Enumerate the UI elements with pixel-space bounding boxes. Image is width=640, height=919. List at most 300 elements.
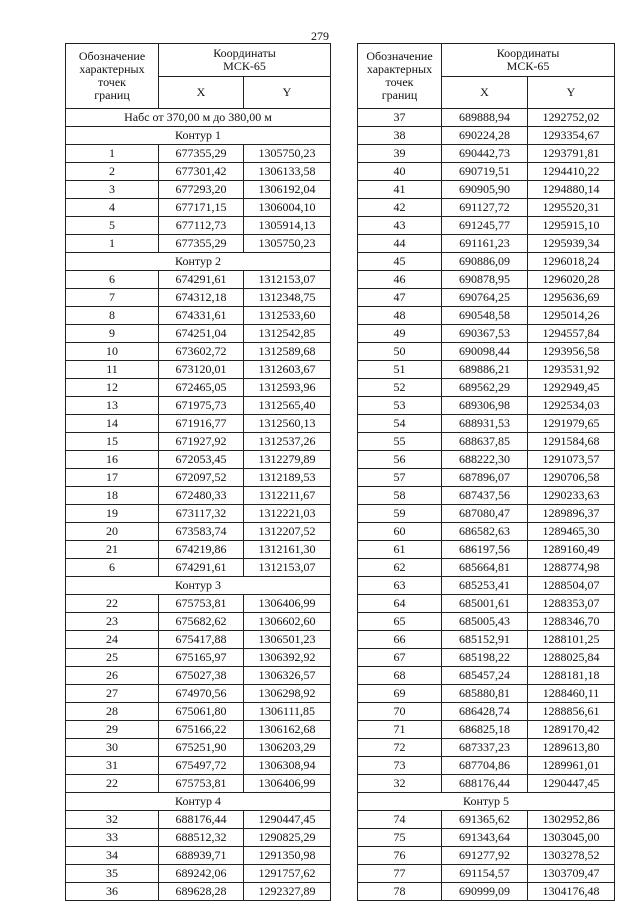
point-number-cell: 29 <box>66 721 159 739</box>
x-coordinate-cell: 688512,32 <box>159 829 244 847</box>
table-row <box>66 289 331 307</box>
x-coordinate-cell: 691343,64 <box>442 829 528 847</box>
x-coordinate-cell: 671975,73 <box>159 397 244 415</box>
table-row <box>66 469 331 487</box>
point-number-cell: 48 <box>358 307 442 325</box>
table-row <box>358 217 615 235</box>
coordinates-column-header: Координаты МСК-65 <box>442 44 615 77</box>
point-number-cell: 5 <box>66 217 159 235</box>
point-number-cell: 1 <box>66 145 159 163</box>
table-row <box>66 181 331 199</box>
table-row <box>358 523 615 541</box>
x-coordinate-cell: 690999,09 <box>442 883 528 901</box>
x-coordinate-cell: 685253,41 <box>442 577 528 595</box>
y-coordinate-cell: 1295636,69 <box>528 289 615 307</box>
x-coordinate-cell: 688222,30 <box>442 451 528 469</box>
point-number-cell: 39 <box>358 145 442 163</box>
table-row <box>358 541 615 559</box>
x-coordinate-cell: 688931,53 <box>442 415 528 433</box>
point-number-cell: 75 <box>358 829 442 847</box>
y-coordinate-cell: 1293791,81 <box>528 145 615 163</box>
table-row <box>66 775 331 793</box>
table-row <box>66 847 331 865</box>
coordinates-column-header: Координаты МСК-65 <box>159 44 331 77</box>
table-row <box>358 397 615 415</box>
point-number-cell: 30 <box>66 739 159 757</box>
y-coordinate-cell: 1293354,67 <box>528 127 615 145</box>
x-coordinate-cell: 690886,09 <box>442 253 528 271</box>
x-coordinate-cell: 687437,56 <box>442 487 528 505</box>
table-row <box>358 433 615 451</box>
x-coordinate-cell: 673120,01 <box>159 361 244 379</box>
table-row <box>66 595 331 613</box>
point-number-cell: 43 <box>358 217 442 235</box>
y-coordinate-cell: 1289896,37 <box>528 505 615 523</box>
table-row <box>66 199 331 217</box>
point-number-cell: 10 <box>66 343 159 361</box>
elevation-range-row-text: Набс от 370,00 м до 380,00 м <box>66 109 331 127</box>
y-coordinate-cell: 1295915,10 <box>528 217 615 235</box>
y-coordinate-cell: 1296020,28 <box>528 271 615 289</box>
point-number-cell: 18 <box>66 487 159 505</box>
table-row <box>66 325 331 343</box>
x-coordinate-cell: 685664,81 <box>442 559 528 577</box>
point-number-cell: 1 <box>66 235 159 253</box>
table-row <box>66 343 331 361</box>
table-row <box>66 361 331 379</box>
point-number-cell: 23 <box>66 613 159 631</box>
point-number-cell: 77 <box>358 865 442 883</box>
x-coordinate-cell: 689888,94 <box>442 109 528 127</box>
x-coordinate-cell: 691245,77 <box>442 217 528 235</box>
y-coordinate-cell: 1312593,96 <box>244 379 331 397</box>
table-row <box>358 739 615 757</box>
x-coordinate-cell: 691365,62 <box>442 811 528 829</box>
x-coordinate-cell: 674291,61 <box>159 559 244 577</box>
table-row <box>358 451 615 469</box>
point-number-cell: 71 <box>358 721 442 739</box>
x-coordinate-cell: 675682,62 <box>159 613 244 631</box>
x-coordinate-cell: 690224,28 <box>442 127 528 145</box>
y-coordinate-cell: 1290706,58 <box>528 469 615 487</box>
x-coordinate-cell: 690719,51 <box>442 163 528 181</box>
x-coordinate-cell: 675165,97 <box>159 649 244 667</box>
table-row <box>358 343 615 361</box>
point-number-cell: 40 <box>358 163 442 181</box>
y-coordinate-cell: 1306298,92 <box>244 685 331 703</box>
x-coordinate-cell: 686428,74 <box>442 703 528 721</box>
y-coordinate-cell: 1306111,85 <box>244 703 331 721</box>
x-coordinate-cell: 690878,95 <box>442 271 528 289</box>
y-coordinate-cell: 1288856,61 <box>528 703 615 721</box>
table-row <box>66 145 331 163</box>
y-coordinate-cell: 1292949,45 <box>528 379 615 397</box>
table-row <box>358 811 615 829</box>
table-row <box>66 829 331 847</box>
point-number-cell: 45 <box>358 253 442 271</box>
y-coordinate-cell: 1289160,49 <box>528 541 615 559</box>
table-row <box>358 703 615 721</box>
y-coordinate-cell: 1306501,23 <box>244 631 331 649</box>
y-coordinate-cell: 1312211,67 <box>244 487 331 505</box>
x-coordinate-cell: 673583,74 <box>159 523 244 541</box>
table-row <box>358 883 615 901</box>
point-number-cell: 28 <box>66 703 159 721</box>
y-coordinate-cell: 1312153,07 <box>244 271 331 289</box>
point-number-cell: 70 <box>358 703 442 721</box>
y-coordinate-cell: 1306004,10 <box>244 199 331 217</box>
x-coordinate-cell: 677293,20 <box>159 181 244 199</box>
x-coordinate-cell: 674970,56 <box>159 685 244 703</box>
y-coordinate-cell: 1305750,23 <box>244 235 331 253</box>
table-row <box>358 145 615 163</box>
table-row <box>358 775 615 793</box>
x-coordinate-cell: 672097,52 <box>159 469 244 487</box>
x-coordinate-cell: 687896,07 <box>442 469 528 487</box>
y-coordinate-cell: 1295520,31 <box>528 199 615 217</box>
point-number-cell: 8 <box>66 307 159 325</box>
coordinates-table-left <box>65 43 331 901</box>
x-coordinate-cell: 688939,71 <box>159 847 244 865</box>
table-row <box>358 199 615 217</box>
y-coordinate-cell: 1291073,57 <box>528 451 615 469</box>
table-row <box>358 127 615 145</box>
point-number-cell: 76 <box>358 847 442 865</box>
x-coordinate-cell: 674312,18 <box>159 289 244 307</box>
point-number-cell: 55 <box>358 433 442 451</box>
table-row <box>358 379 615 397</box>
y-coordinate-cell: 1303278,52 <box>528 847 615 865</box>
y-coordinate-cell: 1292752,02 <box>528 109 615 127</box>
point-number-cell: 11 <box>66 361 159 379</box>
x-coordinate-cell: 689886,21 <box>442 361 528 379</box>
y-coordinate-cell: 1312565,40 <box>244 397 331 415</box>
point-number-cell: 63 <box>358 577 442 595</box>
point-number-cell: 15 <box>66 433 159 451</box>
table-row <box>66 433 331 451</box>
table-row <box>358 721 615 739</box>
point-number-cell: 14 <box>66 415 159 433</box>
point-number-cell: 68 <box>358 667 442 685</box>
table-row <box>66 883 331 901</box>
x-coordinate-cell: 687337,23 <box>442 739 528 757</box>
x-coordinate-cell: 690548,58 <box>442 307 528 325</box>
table-row <box>66 541 331 559</box>
x-coordinate-cell: 685001,61 <box>442 595 528 613</box>
x-coordinate-cell: 677355,29 <box>159 235 244 253</box>
y-coordinate-cell: 1312189,53 <box>244 469 331 487</box>
x-coordinate-cell: 689242,06 <box>159 865 244 883</box>
contour-title-row-text: Контур 2 <box>66 253 331 271</box>
contour-title-row <box>66 577 331 595</box>
table-row <box>358 505 615 523</box>
y-coordinate-cell: 1294410,22 <box>528 163 615 181</box>
point-number-cell: 78 <box>358 883 442 901</box>
point-number-cell: 36 <box>66 883 159 901</box>
x-coordinate-cell: 690098,44 <box>442 343 528 361</box>
table-row <box>66 487 331 505</box>
x-coordinate-cell: 673117,32 <box>159 505 244 523</box>
y-coordinate-cell: 1306602,60 <box>244 613 331 631</box>
table-row <box>358 577 615 595</box>
x-coordinate-cell: 689562,29 <box>442 379 528 397</box>
table-row <box>66 631 331 649</box>
y-coordinate-cell: 1312161,30 <box>244 541 331 559</box>
x-coordinate-cell: 690367,53 <box>442 325 528 343</box>
x-coordinate-cell: 675753,81 <box>159 775 244 793</box>
y-coordinate-cell: 1288504,07 <box>528 577 615 595</box>
y-coordinate-cell: 1292534,03 <box>528 397 615 415</box>
point-number-cell: 57 <box>358 469 442 487</box>
y-coordinate-cell: 1312279,89 <box>244 451 331 469</box>
point-number-cell: 25 <box>66 649 159 667</box>
table-row <box>358 361 615 379</box>
point-number-cell: 4 <box>66 199 159 217</box>
x-column-header: X <box>442 77 528 109</box>
table-row <box>358 325 615 343</box>
x-coordinate-cell: 675027,38 <box>159 667 244 685</box>
contour-title-row <box>66 127 331 145</box>
point-number-cell: 9 <box>66 325 159 343</box>
y-coordinate-cell: 1290447,45 <box>528 775 615 793</box>
x-coordinate-cell: 674331,61 <box>159 307 244 325</box>
x-coordinate-cell: 691277,92 <box>442 847 528 865</box>
point-number-cell: 61 <box>358 541 442 559</box>
y-coordinate-cell: 1289465,30 <box>528 523 615 541</box>
point-number-cell: 65 <box>358 613 442 631</box>
table-row <box>358 163 615 181</box>
x-coordinate-cell: 672480,33 <box>159 487 244 505</box>
table-row <box>66 523 331 541</box>
x-coordinate-cell: 671916,77 <box>159 415 244 433</box>
point-number-cell: 32 <box>66 811 159 829</box>
table-row <box>358 613 615 631</box>
x-coordinate-cell: 672465,05 <box>159 379 244 397</box>
y-coordinate-cell: 1306406,99 <box>244 775 331 793</box>
point-number-cell: 56 <box>358 451 442 469</box>
point-number-cell: 7 <box>66 289 159 307</box>
y-coordinate-cell: 1293956,58 <box>528 343 615 361</box>
table-row <box>66 451 331 469</box>
y-coordinate-cell: 1312537,26 <box>244 433 331 451</box>
table-row <box>66 415 331 433</box>
point-number-cell: 35 <box>66 865 159 883</box>
table-row <box>358 109 615 127</box>
y-coordinate-cell: 1291979,65 <box>528 415 615 433</box>
y-coordinate-cell: 1288025,84 <box>528 649 615 667</box>
x-coordinate-cell: 690905,90 <box>442 181 528 199</box>
table-row <box>66 757 331 775</box>
table-row <box>66 739 331 757</box>
point-number-cell: 46 <box>358 271 442 289</box>
y-coordinate-cell: 1296018,24 <box>528 253 615 271</box>
table-row <box>358 235 615 253</box>
contour-title-row-text: Контур 5 <box>358 793 615 811</box>
x-coordinate-cell: 687704,86 <box>442 757 528 775</box>
point-number-cell: 3 <box>66 181 159 199</box>
table-row <box>66 865 331 883</box>
table-row <box>358 865 615 883</box>
table-row <box>66 721 331 739</box>
point-number-cell: 27 <box>66 685 159 703</box>
point-number-cell: 12 <box>66 379 159 397</box>
y-column-header: Y <box>244 77 331 109</box>
point-number-cell: 73 <box>358 757 442 775</box>
y-coordinate-cell: 1312603,67 <box>244 361 331 379</box>
point-number-cell: 20 <box>66 523 159 541</box>
y-coordinate-cell: 1312207,52 <box>244 523 331 541</box>
y-coordinate-cell: 1288101,25 <box>528 631 615 649</box>
table-row <box>358 757 615 775</box>
contour-title-row-text: Контур 3 <box>66 577 331 595</box>
x-coordinate-cell: 674291,61 <box>159 271 244 289</box>
table-row <box>66 649 331 667</box>
point-number-cell: 31 <box>66 757 159 775</box>
x-coordinate-cell: 685152,91 <box>442 631 528 649</box>
y-coordinate-cell: 1306162,68 <box>244 721 331 739</box>
point-number-cell: 52 <box>358 379 442 397</box>
point-number-cell: 24 <box>66 631 159 649</box>
point-number-cell: 38 <box>358 127 442 145</box>
x-coordinate-cell: 675417,88 <box>159 631 244 649</box>
y-coordinate-cell: 1291350,98 <box>244 847 331 865</box>
point-number-cell: 34 <box>66 847 159 865</box>
y-coordinate-cell: 1306308,94 <box>244 757 331 775</box>
point-number-cell: 37 <box>358 109 442 127</box>
point-number-cell: 69 <box>358 685 442 703</box>
x-coordinate-cell: 685198,22 <box>442 649 528 667</box>
y-coordinate-cell: 1292327,89 <box>244 883 331 901</box>
y-column-header: Y <box>528 77 615 109</box>
x-column-header: X <box>159 77 244 109</box>
table-row <box>358 649 615 667</box>
table-row <box>358 469 615 487</box>
table-row <box>358 667 615 685</box>
x-coordinate-cell: 677355,29 <box>159 145 244 163</box>
y-coordinate-cell: 1291757,62 <box>244 865 331 883</box>
table-row <box>66 685 331 703</box>
x-coordinate-cell: 688176,44 <box>159 811 244 829</box>
point-number-cell: 51 <box>358 361 442 379</box>
y-coordinate-cell: 1306192,04 <box>244 181 331 199</box>
x-coordinate-cell: 689306,98 <box>442 397 528 415</box>
point-number-cell: 19 <box>66 505 159 523</box>
point-number-cell: 50 <box>358 343 442 361</box>
x-coordinate-cell: 673602,72 <box>159 343 244 361</box>
y-coordinate-cell: 1312560,13 <box>244 415 331 433</box>
y-coordinate-cell: 1288181,18 <box>528 667 615 685</box>
table-row <box>358 307 615 325</box>
y-coordinate-cell: 1291584,68 <box>528 433 615 451</box>
table-row <box>358 559 615 577</box>
y-coordinate-cell: 1293531,92 <box>528 361 615 379</box>
contour-title-row-text: Контур 1 <box>66 127 331 145</box>
coordinates-table-right <box>357 43 615 901</box>
y-coordinate-cell: 1290447,45 <box>244 811 331 829</box>
point-number-cell: 6 <box>66 559 159 577</box>
point-number-cell: 16 <box>66 451 159 469</box>
table-row <box>358 253 615 271</box>
x-coordinate-cell: 677112,73 <box>159 217 244 235</box>
y-coordinate-cell: 1290825,29 <box>244 829 331 847</box>
table-row <box>66 505 331 523</box>
point-number-cell: 22 <box>66 775 159 793</box>
y-coordinate-cell: 1312589,68 <box>244 343 331 361</box>
table-row <box>66 811 331 829</box>
x-coordinate-cell: 677301,42 <box>159 163 244 181</box>
point-number-cell: 22 <box>66 595 159 613</box>
y-coordinate-cell: 1306406,99 <box>244 595 331 613</box>
table-row <box>66 235 331 253</box>
x-coordinate-cell: 674219,86 <box>159 541 244 559</box>
table-row <box>66 667 331 685</box>
x-coordinate-cell: 686825,18 <box>442 721 528 739</box>
y-coordinate-cell: 1294557,84 <box>528 325 615 343</box>
table-row <box>358 487 615 505</box>
contour-title-row <box>66 793 331 811</box>
point-number-cell: 74 <box>358 811 442 829</box>
point-number-cell: 72 <box>358 739 442 757</box>
x-coordinate-cell: 675497,72 <box>159 757 244 775</box>
x-coordinate-cell: 691154,57 <box>442 865 528 883</box>
y-coordinate-cell: 1288353,07 <box>528 595 615 613</box>
table-row <box>66 397 331 415</box>
y-coordinate-cell: 1306392,92 <box>244 649 331 667</box>
x-coordinate-cell: 688176,44 <box>442 775 528 793</box>
point-number-cell: 41 <box>358 181 442 199</box>
table-row <box>358 415 615 433</box>
x-coordinate-cell: 672053,45 <box>159 451 244 469</box>
contour-title-row <box>66 253 331 271</box>
x-coordinate-cell: 677171,15 <box>159 199 244 217</box>
x-coordinate-cell: 671927,92 <box>159 433 244 451</box>
point-number-cell: 13 <box>66 397 159 415</box>
x-coordinate-cell: 674251,04 <box>159 325 244 343</box>
y-coordinate-cell: 1289961,01 <box>528 757 615 775</box>
table-row <box>66 613 331 631</box>
point-number-cell: 62 <box>358 559 442 577</box>
point-column-header: Обозначение характерных точек границ <box>358 44 442 109</box>
point-number-cell: 2 <box>66 163 159 181</box>
point-number-cell: 47 <box>358 289 442 307</box>
point-number-cell: 60 <box>358 523 442 541</box>
table-row <box>66 271 331 289</box>
y-coordinate-cell: 1288346,70 <box>528 613 615 631</box>
point-number-cell: 26 <box>66 667 159 685</box>
table-row <box>358 181 615 199</box>
x-coordinate-cell: 691161,23 <box>442 235 528 253</box>
contour-title-row-text: Контур 4 <box>66 793 331 811</box>
table-row <box>66 307 331 325</box>
y-coordinate-cell: 1290233,63 <box>528 487 615 505</box>
y-coordinate-cell: 1312542,85 <box>244 325 331 343</box>
table-row <box>358 847 615 865</box>
point-number-cell: 66 <box>358 631 442 649</box>
y-coordinate-cell: 1295014,26 <box>528 307 615 325</box>
y-coordinate-cell: 1312533,60 <box>244 307 331 325</box>
y-coordinate-cell: 1294880,14 <box>528 181 615 199</box>
point-number-cell: 6 <box>66 271 159 289</box>
point-number-cell: 53 <box>358 397 442 415</box>
y-coordinate-cell: 1312153,07 <box>244 559 331 577</box>
x-coordinate-cell: 685457,24 <box>442 667 528 685</box>
y-coordinate-cell: 1295939,34 <box>528 235 615 253</box>
x-coordinate-cell: 688637,85 <box>442 433 528 451</box>
x-coordinate-cell: 687080,47 <box>442 505 528 523</box>
y-coordinate-cell: 1312348,75 <box>244 289 331 307</box>
table-row <box>358 595 615 613</box>
table-row <box>66 217 331 235</box>
